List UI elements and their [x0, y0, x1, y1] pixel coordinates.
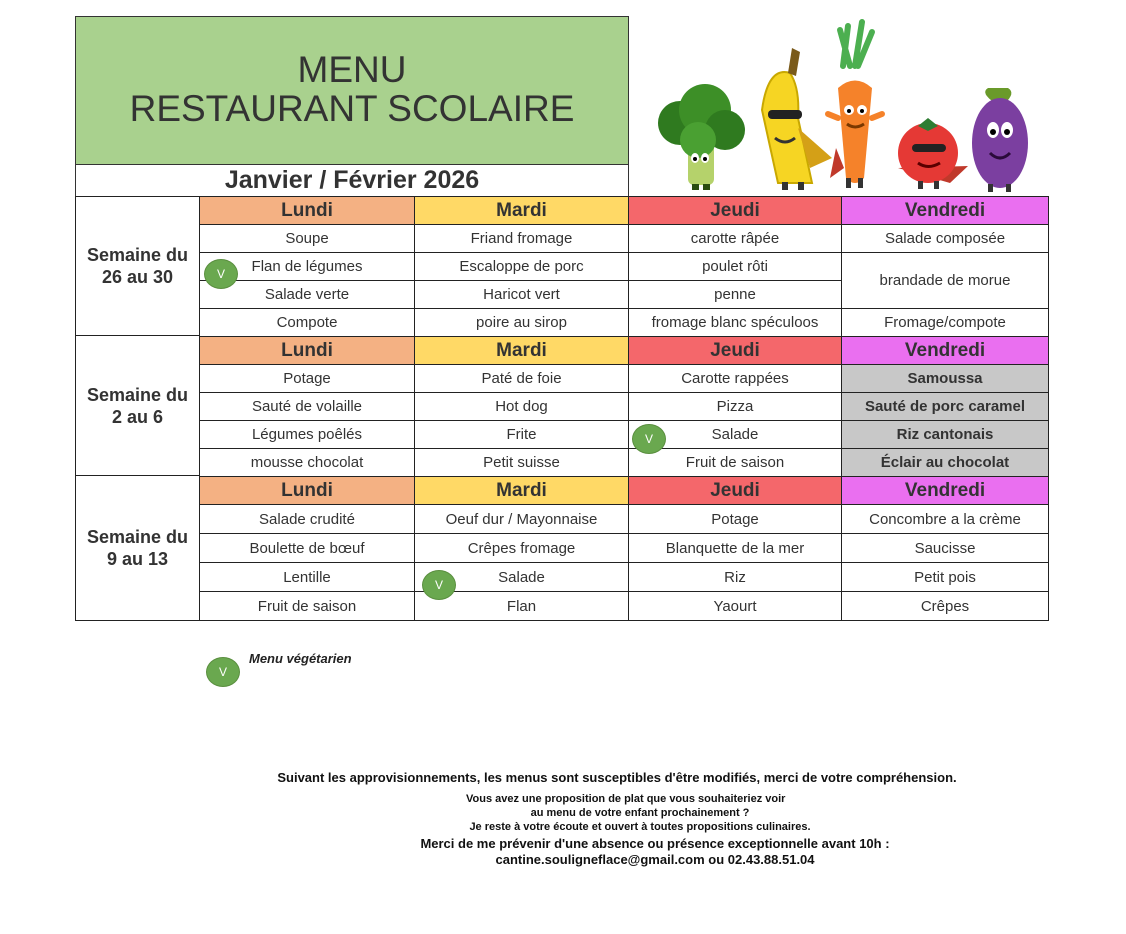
vegetable-mascots-illustration	[650, 18, 1050, 196]
dish-cell: Potage	[200, 365, 415, 393]
eggplant-icon	[972, 88, 1028, 192]
dish-cell: Sauté de volaille	[200, 393, 415, 421]
day-header-jeudi: Jeudi	[629, 337, 842, 365]
menu-row	[200, 225, 1049, 253]
dish-cell: Samoussa	[842, 365, 1049, 393]
dish-cell: Carotte rappées	[629, 365, 842, 393]
tomato-icon	[898, 118, 968, 189]
day-header-mardi: Mardi	[415, 477, 629, 505]
dish-cell: Blanquette de la mer	[629, 534, 842, 563]
week-label-line2: 26 au 30	[101, 267, 174, 287]
dish-cell: Concombre a la crème	[842, 505, 1049, 534]
week-label-line2: 2 au 6	[111, 406, 164, 427]
menu-row	[200, 563, 1049, 592]
menu-title-box	[75, 16, 629, 165]
dish-cell: Flan de légumes	[200, 253, 415, 281]
week-label-line1: Semaine du	[86, 384, 189, 405]
dish-cell: Frite	[415, 421, 629, 449]
dish-cell: Oeuf dur / Mayonnaise	[415, 505, 629, 534]
day-header-vendredi: Vendredi	[842, 197, 1049, 225]
dish-cell: Riz	[629, 563, 842, 592]
week-label-line2: 9 au 13	[106, 549, 169, 569]
week-label	[75, 476, 200, 621]
dish-cell: Salade	[415, 563, 629, 592]
dish-cell: Crêpes	[842, 592, 1049, 621]
menu-row	[200, 449, 1049, 477]
dish-cell: Lentille	[200, 563, 415, 592]
dish-cell: Petit suisse	[415, 449, 629, 477]
footer-proposal-line1: Vous avez une proposition de plat que vous souhaiteriez voir	[466, 793, 786, 805]
dish-cell: Haricot vert	[415, 281, 629, 309]
period-title: Janvier / Février 2026	[75, 165, 629, 197]
week-label	[75, 196, 200, 336]
dish-cell: Salade crudité	[200, 505, 415, 534]
legend-label: Menu végétarien	[249, 651, 352, 666]
day-header-vendredi: Vendredi	[842, 477, 1049, 505]
dish-cell: Soupe	[200, 225, 415, 253]
dish-cell: brandade de morue	[842, 253, 1049, 309]
week-label	[75, 336, 200, 476]
dish-cell: Fruit de saison	[629, 449, 842, 477]
dish-cell: Yaourt	[629, 592, 842, 621]
dish-cell: Pizza	[629, 393, 842, 421]
menu-row	[200, 592, 1049, 621]
dish-cell: Salade verte	[200, 281, 415, 309]
vegetarian-badge-icon: V	[204, 259, 238, 289]
dish-cell: Légumes poêlés	[200, 421, 415, 449]
vegetarian-badge-icon: V	[632, 424, 666, 454]
dish-cell: penne	[629, 281, 842, 309]
day-header-mardi: Mardi	[415, 197, 629, 225]
day-header-row	[200, 477, 1049, 505]
dish-cell: Friand fromage	[415, 225, 629, 253]
menu-row	[200, 505, 1049, 534]
day-header-row	[200, 337, 1049, 365]
dish-cell: Petit pois	[842, 563, 1049, 592]
dish-cell: Sauté de porc caramel	[842, 393, 1049, 421]
day-header-lundi: Lundi	[200, 337, 415, 365]
dish-cell: Fruit de saison	[200, 592, 415, 621]
vegetarian-badge-icon: V	[422, 570, 456, 600]
footer-proposal	[440, 792, 840, 834]
footer-proposal-line2: au menu de votre enfant prochainement ?	[530, 807, 750, 819]
day-header-vendredi: Vendredi	[842, 337, 1049, 365]
week-label-line1: Semaine du	[86, 527, 189, 547]
day-header-lundi: Lundi	[200, 197, 415, 225]
day-header-lundi: Lundi	[200, 477, 415, 505]
footer-notice: Suivant les approvisionnements, les menus sont susceptibles d'être modifiés, merci de votre compréhension.	[277, 770, 957, 785]
day-header-jeudi: Jeudi	[629, 477, 842, 505]
dish-cell: carotte râpée	[629, 225, 842, 253]
dish-cell: Flan	[415, 592, 629, 621]
dish-cell: Escaloppe de porc	[415, 253, 629, 281]
dish-cell: Boulette de bœuf	[200, 534, 415, 563]
title-line2: RESTAURANT SCOLAIRE	[129, 88, 575, 129]
dish-cell: Riz cantonais	[842, 421, 1049, 449]
dish-cell: Paté de foie	[415, 365, 629, 393]
menu-row	[200, 309, 1049, 337]
dish-cell: Compote	[200, 309, 415, 337]
title-line1: MENU	[297, 49, 407, 90]
dish-cell: Crêpes fromage	[415, 534, 629, 563]
footer-absence-notice: Merci de me prévenir d'une absence ou présence exceptionnelle avant 10h :	[420, 836, 890, 851]
menu-row	[200, 393, 1049, 421]
dish-cell: poulet rôti	[629, 253, 842, 281]
banana-icon	[762, 48, 832, 190]
legend-vegetarian-icon: V	[206, 657, 240, 687]
dish-cell: Hot dog	[415, 393, 629, 421]
menu-grid	[199, 196, 1048, 621]
menu-table	[199, 196, 1049, 621]
day-header-jeudi: Jeudi	[629, 197, 842, 225]
dish-cell: mousse chocolat	[200, 449, 415, 477]
dish-cell: Fromage/compote	[842, 309, 1049, 337]
menu-row	[200, 253, 1049, 281]
dish-cell: poire au sirop	[415, 309, 629, 337]
day-header-mardi: Mardi	[415, 337, 629, 365]
broccoli-icon	[658, 84, 745, 190]
dish-cell: Éclair au chocolat	[842, 449, 1049, 477]
footer-proposal-line3: Je reste à votre écoute et ouvert à toutes propositions culinaires.	[469, 821, 811, 833]
week-label-line1: Semaine du	[86, 245, 189, 265]
dish-cell: Salade	[629, 421, 842, 449]
menu-row	[200, 365, 1049, 393]
menu-row	[200, 534, 1049, 563]
dish-cell: Potage	[629, 505, 842, 534]
dish-cell: Salade composée	[842, 225, 1049, 253]
footer-contact: cantine.souligneflace@gmail.com ou 02.43.88.51.04	[495, 852, 815, 867]
carrot-icon	[828, 22, 882, 188]
dish-cell: Saucisse	[842, 534, 1049, 563]
dish-cell: fromage blanc spéculoos	[629, 309, 842, 337]
menu-row	[200, 421, 1049, 449]
day-header-row	[200, 197, 1049, 225]
